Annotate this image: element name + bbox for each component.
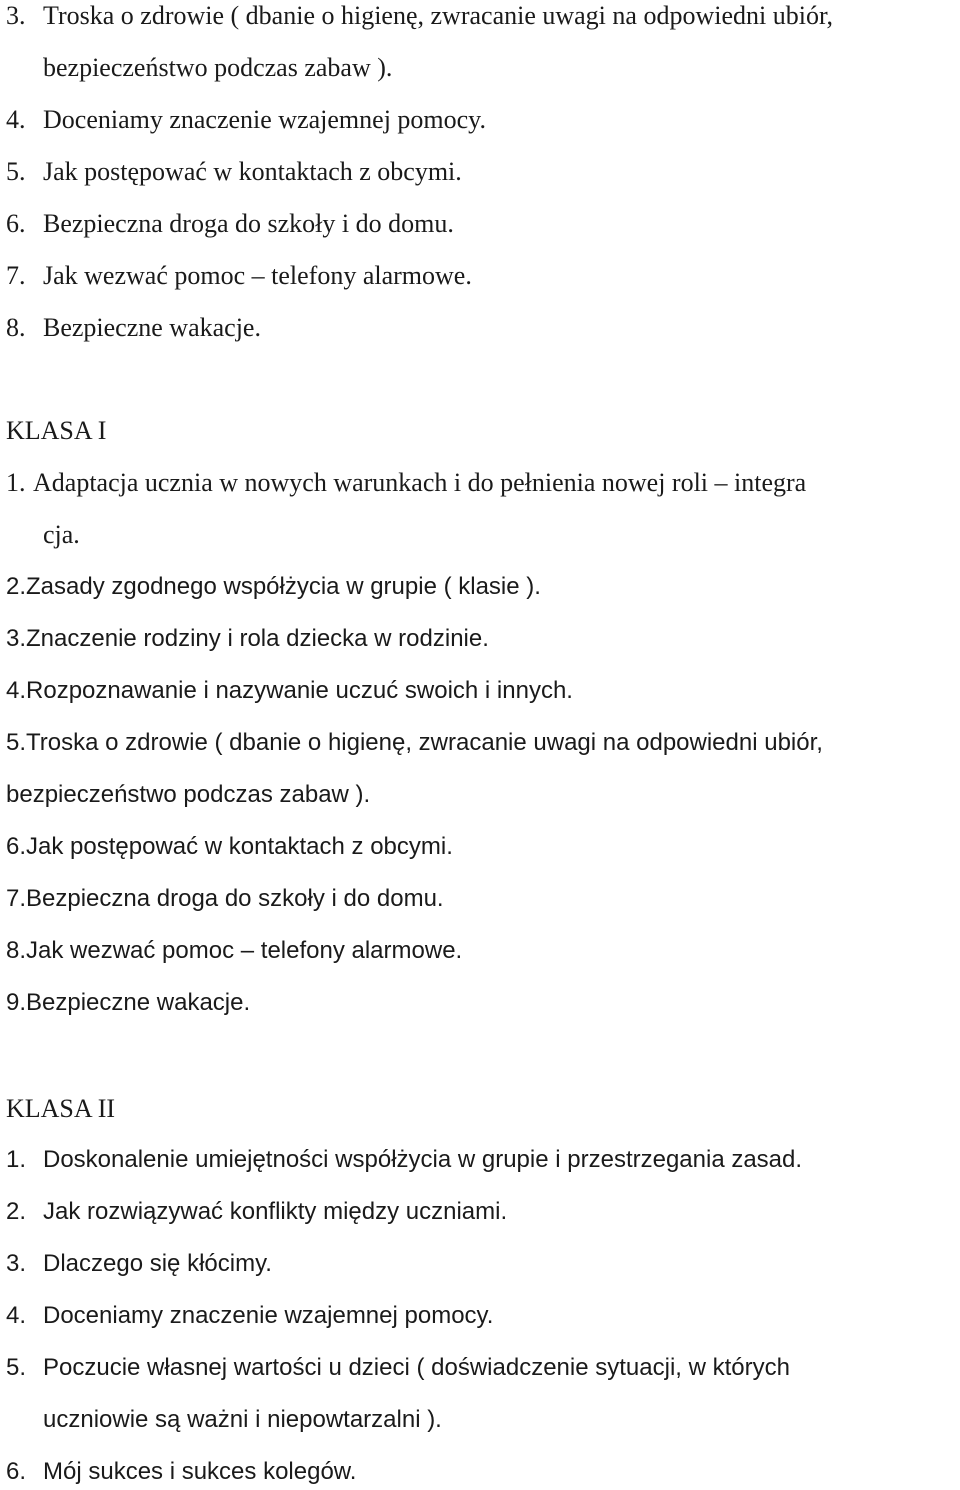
item-number: 1.	[6, 1146, 27, 1173]
list-item: 4.Rozpoznawanie i nazywanie uczuć swoich i innych.	[6, 677, 573, 704]
list-item	[6, 211, 454, 237]
item-text: Jak wezwać pomoc – telefony alarmowe.	[43, 261, 472, 290]
list-item: 2.Zasady zgodnego współżycia w grupie ( klasie ).	[6, 573, 541, 600]
item-number: 4.	[6, 1302, 27, 1329]
item-number: 1.	[6, 468, 26, 497]
list-item-continuation: cja.	[43, 520, 80, 549]
list-item: 9.Bezpieczne wakacje.	[6, 989, 251, 1016]
item-text: Doceniamy znaczenie wzajemnej pomocy.	[43, 1302, 494, 1329]
item-number: 6.	[6, 1458, 27, 1485]
item-text: Doskonalenie umiejętności współżycia w grupie i przestrzegania zasad.	[43, 1146, 803, 1173]
item-text: Adaptacja ucznia w nowych warunkach i do pełnienia nowej roli – integra	[33, 468, 807, 497]
item-number: 4.	[6, 105, 26, 134]
item-number: 7.	[6, 261, 26, 290]
list-item	[6, 159, 462, 185]
item-text: Mój sukces i sukces kolegów.	[43, 1458, 357, 1485]
item-text: Bezpieczna droga do szkoły i do domu.	[43, 209, 454, 238]
item-text: Bezpieczne wakacje.	[43, 313, 261, 342]
list-item: 5.Troska o zdrowie ( dbanie o higienę, zwracanie uwagi na odpowiedni ubiór,	[6, 729, 823, 756]
section-heading-klasa-1: KLASA I	[6, 416, 107, 445]
list-item	[6, 1200, 507, 1224]
item-number: 3.	[6, 1250, 27, 1277]
list-item	[6, 470, 806, 496]
list-item: 8.Jak wezwać pomoc – telefony alarmowe.	[6, 937, 463, 964]
list-item: 7.Bezpieczna droga do szkoły i do domu.	[6, 885, 444, 912]
list-item	[6, 1252, 272, 1276]
list-item	[6, 107, 486, 133]
list-item	[6, 315, 261, 341]
item-text: Jak rozwiązywać konflikty między uczniami.	[43, 1198, 508, 1225]
list-item: 3.Znaczenie rodziny i rola dziecka w rodzinie.	[6, 625, 489, 652]
section-heading-klasa-2: KLASA II	[6, 1094, 116, 1123]
item-number: 5.	[6, 157, 26, 186]
item-number: 3.	[6, 1, 26, 30]
list-item	[6, 1304, 493, 1328]
list-item-continuation: bezpieczeństwo podczas zabaw ).	[43, 53, 393, 82]
item-number: 6.	[6, 209, 26, 238]
item-text: Troska o zdrowie ( dbanie o higienę, zwracanie uwagi na odpowiedni ubiór,	[43, 1, 834, 30]
item-text: Jak postępować w kontaktach z obcymi.	[43, 157, 462, 186]
item-number: 8.	[6, 313, 26, 342]
list-item	[6, 1148, 802, 1172]
list-item	[6, 3, 833, 29]
list-item	[6, 1356, 790, 1380]
item-text: Poczucie własnej wartości u dzieci ( doświadczenie sytuacji, w których	[43, 1354, 790, 1381]
list-item-continuation: bezpieczeństwo podczas zabaw ).	[6, 781, 371, 808]
list-item: 6.Jak postępować w kontaktach z obcymi.	[6, 833, 453, 860]
list-item	[6, 1460, 356, 1484]
list-item	[6, 263, 472, 289]
item-text: Doceniamy znaczenie wzajemnej pomocy.	[43, 105, 486, 134]
list-item-continuation: uczniowie są ważni i niepowtarzalni ).	[43, 1406, 442, 1433]
item-number: 5.	[6, 1354, 27, 1381]
item-text: Dlaczego się kłócimy.	[43, 1250, 272, 1277]
item-number: 2.	[6, 1198, 27, 1225]
